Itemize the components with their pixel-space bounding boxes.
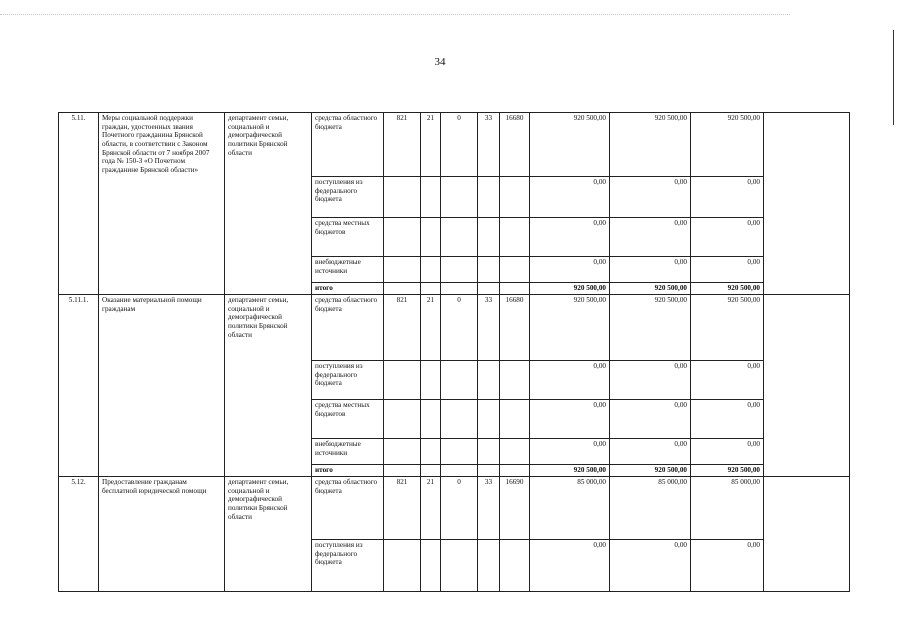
code-main-event: 33: [478, 295, 500, 361]
amount-year-2: 920 500,00: [610, 283, 691, 295]
code-subprogram: 0: [441, 477, 478, 540]
measure-name: Меры социальной поддержки граждан, удостоенных звания Почетного гражданина Брянской области, в соответствии с Законом Брянской области от 7 ноября 2007 года № 150-З «О Почетном гражданине Брянской области»: [99, 113, 225, 295]
amount-year-1: 0,00: [530, 218, 610, 257]
scan-top-noise: [0, 14, 790, 17]
executor: департамент семьи, социальной и демографической политики Брянской области: [225, 477, 312, 592]
amount-year-3: 0,00: [691, 218, 764, 257]
funding-source: средства областного бюджета: [312, 113, 384, 177]
executor: департамент семьи, социальной и демографической политики Брянской области: [225, 113, 312, 295]
funding-source: внебюджетные источники: [312, 439, 384, 465]
budget-table: [58, 112, 850, 592]
amount-year-3: 0,00: [691, 400, 764, 439]
notes-cell: [764, 477, 850, 592]
page-number: 34: [434, 56, 446, 68]
code-program: 21: [421, 477, 441, 540]
amount-year-1: 0,00: [530, 540, 610, 592]
executor: департамент семьи, социальной и демографической политики Брянской области: [225, 295, 312, 477]
funding-source: средства областного бюджета: [312, 295, 384, 361]
amount-year-1: 0,00: [530, 400, 610, 439]
funding-source: средства областного бюджета: [312, 477, 384, 540]
code-program: 21: [421, 295, 441, 361]
table-row: [59, 477, 850, 540]
funding-source: средства местных бюджетов: [312, 400, 384, 439]
code-grbs: 821: [384, 295, 421, 361]
code-direction: 16680: [500, 295, 530, 361]
amount-year-2: 920 500,00: [610, 113, 691, 177]
amount-year-1: 85 000,00: [530, 477, 610, 540]
amount-year-1: 920 500,00: [530, 113, 610, 177]
amount-year-3: 0,00: [691, 439, 764, 465]
amount-year-1: 0,00: [530, 361, 610, 400]
amount-year-2: 85 000,00: [610, 477, 691, 540]
code-direction: 16690: [500, 477, 530, 540]
amount-year-2: 0,00: [610, 439, 691, 465]
funding-source: поступления из федерального бюджета: [312, 177, 384, 218]
amount-year-2: 920 500,00: [610, 295, 691, 361]
code-grbs: 821: [384, 477, 421, 540]
measure-name: Предоставление гражданам бесплатной юридической помощи: [99, 477, 225, 592]
code-program: 21: [421, 113, 441, 177]
code-subprogram: 0: [441, 113, 478, 177]
amount-year-1: 0,00: [530, 177, 610, 218]
amount-year-3: 920 500,00: [691, 465, 764, 477]
funding-source: поступления из федерального бюджета: [312, 540, 384, 592]
amount-year-2: 0,00: [610, 540, 691, 592]
amount-year-1: 920 500,00: [530, 295, 610, 361]
amount-year-1: 0,00: [530, 257, 610, 283]
row-number: 5.12.: [59, 477, 99, 592]
amount-year-2: 0,00: [610, 361, 691, 400]
table-row: [59, 113, 850, 177]
code-main-event: 33: [478, 477, 500, 540]
code-main-event: 33: [478, 113, 500, 177]
amount-year-3: 920 500,00: [691, 295, 764, 361]
amount-year-3: 0,00: [691, 540, 764, 592]
funding-source: итого: [312, 465, 384, 477]
amount-year-2: 0,00: [610, 177, 691, 218]
amount-year-3: 920 500,00: [691, 283, 764, 295]
notes-cell: [764, 295, 850, 477]
funding-source: поступления из федерального бюджета: [312, 361, 384, 400]
row-number: 5.11.: [59, 113, 99, 295]
amount-year-3: 0,00: [691, 361, 764, 400]
code-grbs: 821: [384, 113, 421, 177]
amount-year-2: 0,00: [610, 257, 691, 283]
amount-year-3: 85 000,00: [691, 477, 764, 540]
table-row: [59, 295, 850, 361]
amount-year-1: 920 500,00: [530, 283, 610, 295]
notes-cell: [764, 113, 850, 295]
code-direction: 16680: [500, 113, 530, 177]
measure-name: Оказание материальной помощи гражданам: [99, 295, 225, 477]
amount-year-3: 0,00: [691, 257, 764, 283]
amount-year-1: 0,00: [530, 439, 610, 465]
funding-source: итого: [312, 283, 384, 295]
amount-year-3: 0,00: [691, 177, 764, 218]
funding-source: внебюджетные источники: [312, 257, 384, 283]
amount-year-1: 920 500,00: [530, 465, 610, 477]
code-subprogram: 0: [441, 295, 478, 361]
amount-year-2: 0,00: [610, 400, 691, 439]
amount-year-2: 0,00: [610, 218, 691, 257]
amount-year-3: 920 500,00: [691, 113, 764, 177]
amount-year-2: 920 500,00: [610, 465, 691, 477]
funding-source: средства местных бюджетов: [312, 218, 384, 257]
row-number: 5.11.1.: [59, 295, 99, 477]
scan-right-margin-line: [893, 30, 894, 125]
